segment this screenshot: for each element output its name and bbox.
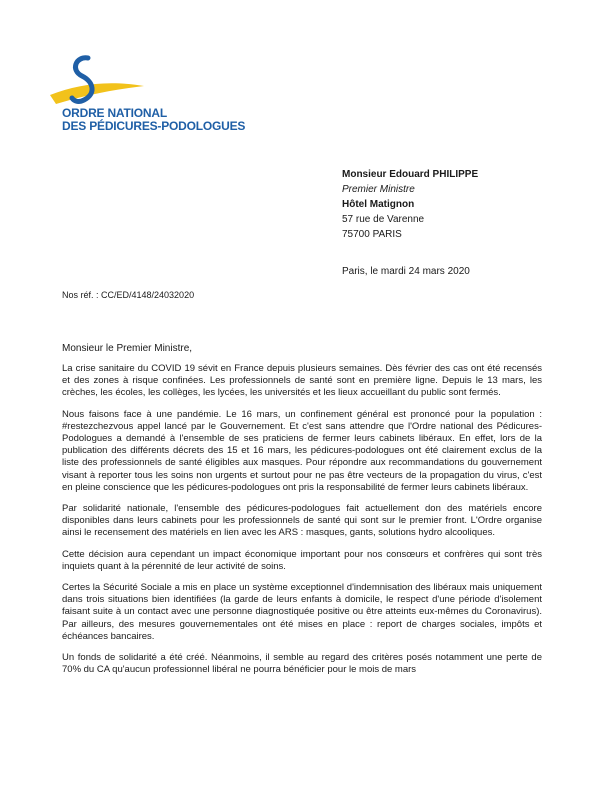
salutation: Monsieur le Premier Ministre, — [62, 343, 193, 354]
organization-name-line1: ORDRE NATIONAL — [62, 106, 167, 120]
body-paragraph: Cette décision aura cependant un impact économique important pour nos consœurs et confrères qui sont très inquiets quant à la pérennité de leur activité de soins. — [62, 548, 542, 572]
recipient-title: Premier Ministre — [342, 184, 415, 195]
letter-body — [62, 363, 542, 685]
letter-date: Paris, le mardi 24 mars 2020 — [342, 266, 470, 277]
body-paragraph: Certes la Sécurité Sociale a mis en place un système exceptionnel d'indemnisation des libéraux mais uniquement dans trois situations bien identifiées (la garde de leurs enfants à domicile, le respect d'une période d'isolement faisant suite à un contact avec une personne diagnostiquée positive ou être atteints eux-mêmes du Coronavirus). Par ailleurs, des mesures gouvernementales ont été mises en place : report de charges sociales, impôts et échéances bancaires. — [62, 582, 542, 642]
reference-number: Nos réf. : CC/ED/4148/24032020 — [62, 290, 195, 300]
recipient-city: 75700 PARIS — [342, 229, 402, 240]
body-paragraph: Par solidarité nationale, l'ensemble des pédicures-podologues fait actuellement don des matériels encore disponibles dans leurs cabinets pour les professionnels de santé qui sont sur le premier front. L'Ordre organise ainsi le recensement des matériels en lien avec les ARS : masques, gants, solutions hydro alcooliques. — [62, 503, 542, 539]
recipient-name: Monsieur Edouard PHILIPPE — [342, 169, 479, 180]
body-paragraph: La crise sanitaire du COVID 19 sévit en France depuis plusieurs semaines. Dès février des cas ont été recensés et des zones à risque confinées. Les professionnels de santé sont en première ligne. Depuis le 13 mars, les crèches, les écoles, les collèges, les lycées, les universités et les lieux accueillant du public sont fermés. — [62, 363, 542, 399]
recipient-address — [342, 167, 478, 242]
recipient-street: 57 rue de Varenne — [342, 214, 425, 225]
ordre-logo-icon — [48, 50, 148, 112]
body-paragraph: Nous faisons face à une pandémie. Le 16 mars, un confinement général est prononcé pour la population : #restezchezvous appel lancé par le Gouvernement. Et c'est sans attendre que l'Ordre national des Pédicures-Podologues a demandé à l'ensemble de ses praticiens de fermer leurs cabinets libéraux. En effet, lors de la publication des différents décrets des 15 et 16 mars, les pédicures-podologues ont été clairement exclus de la liste des professionnels de santé éligibles aux masques. Pour répondre aux recommandations du gouvernement visant à reporter tous les soins non urgents et surtout pour ne pas être vecteurs de la propagation du virus, c'est en pleine conscience que les pédicures-podologues ont pris la responsabilité de fermer leurs cabinets libéraux. — [62, 408, 542, 493]
recipient-place: Hôtel Matignon — [342, 199, 415, 210]
organization-name — [62, 107, 245, 133]
organization-name-line2: DES PÉDICURES-PODOLOGUES — [62, 119, 246, 133]
body-paragraph: Un fonds de solidarité a été créé. Néanmoins, il semble au regard des critères posés notamment une perte de 70% du CA qu'aucun professionnel libéral ne pourra bénéficier pour le mois de mars — [62, 652, 542, 676]
